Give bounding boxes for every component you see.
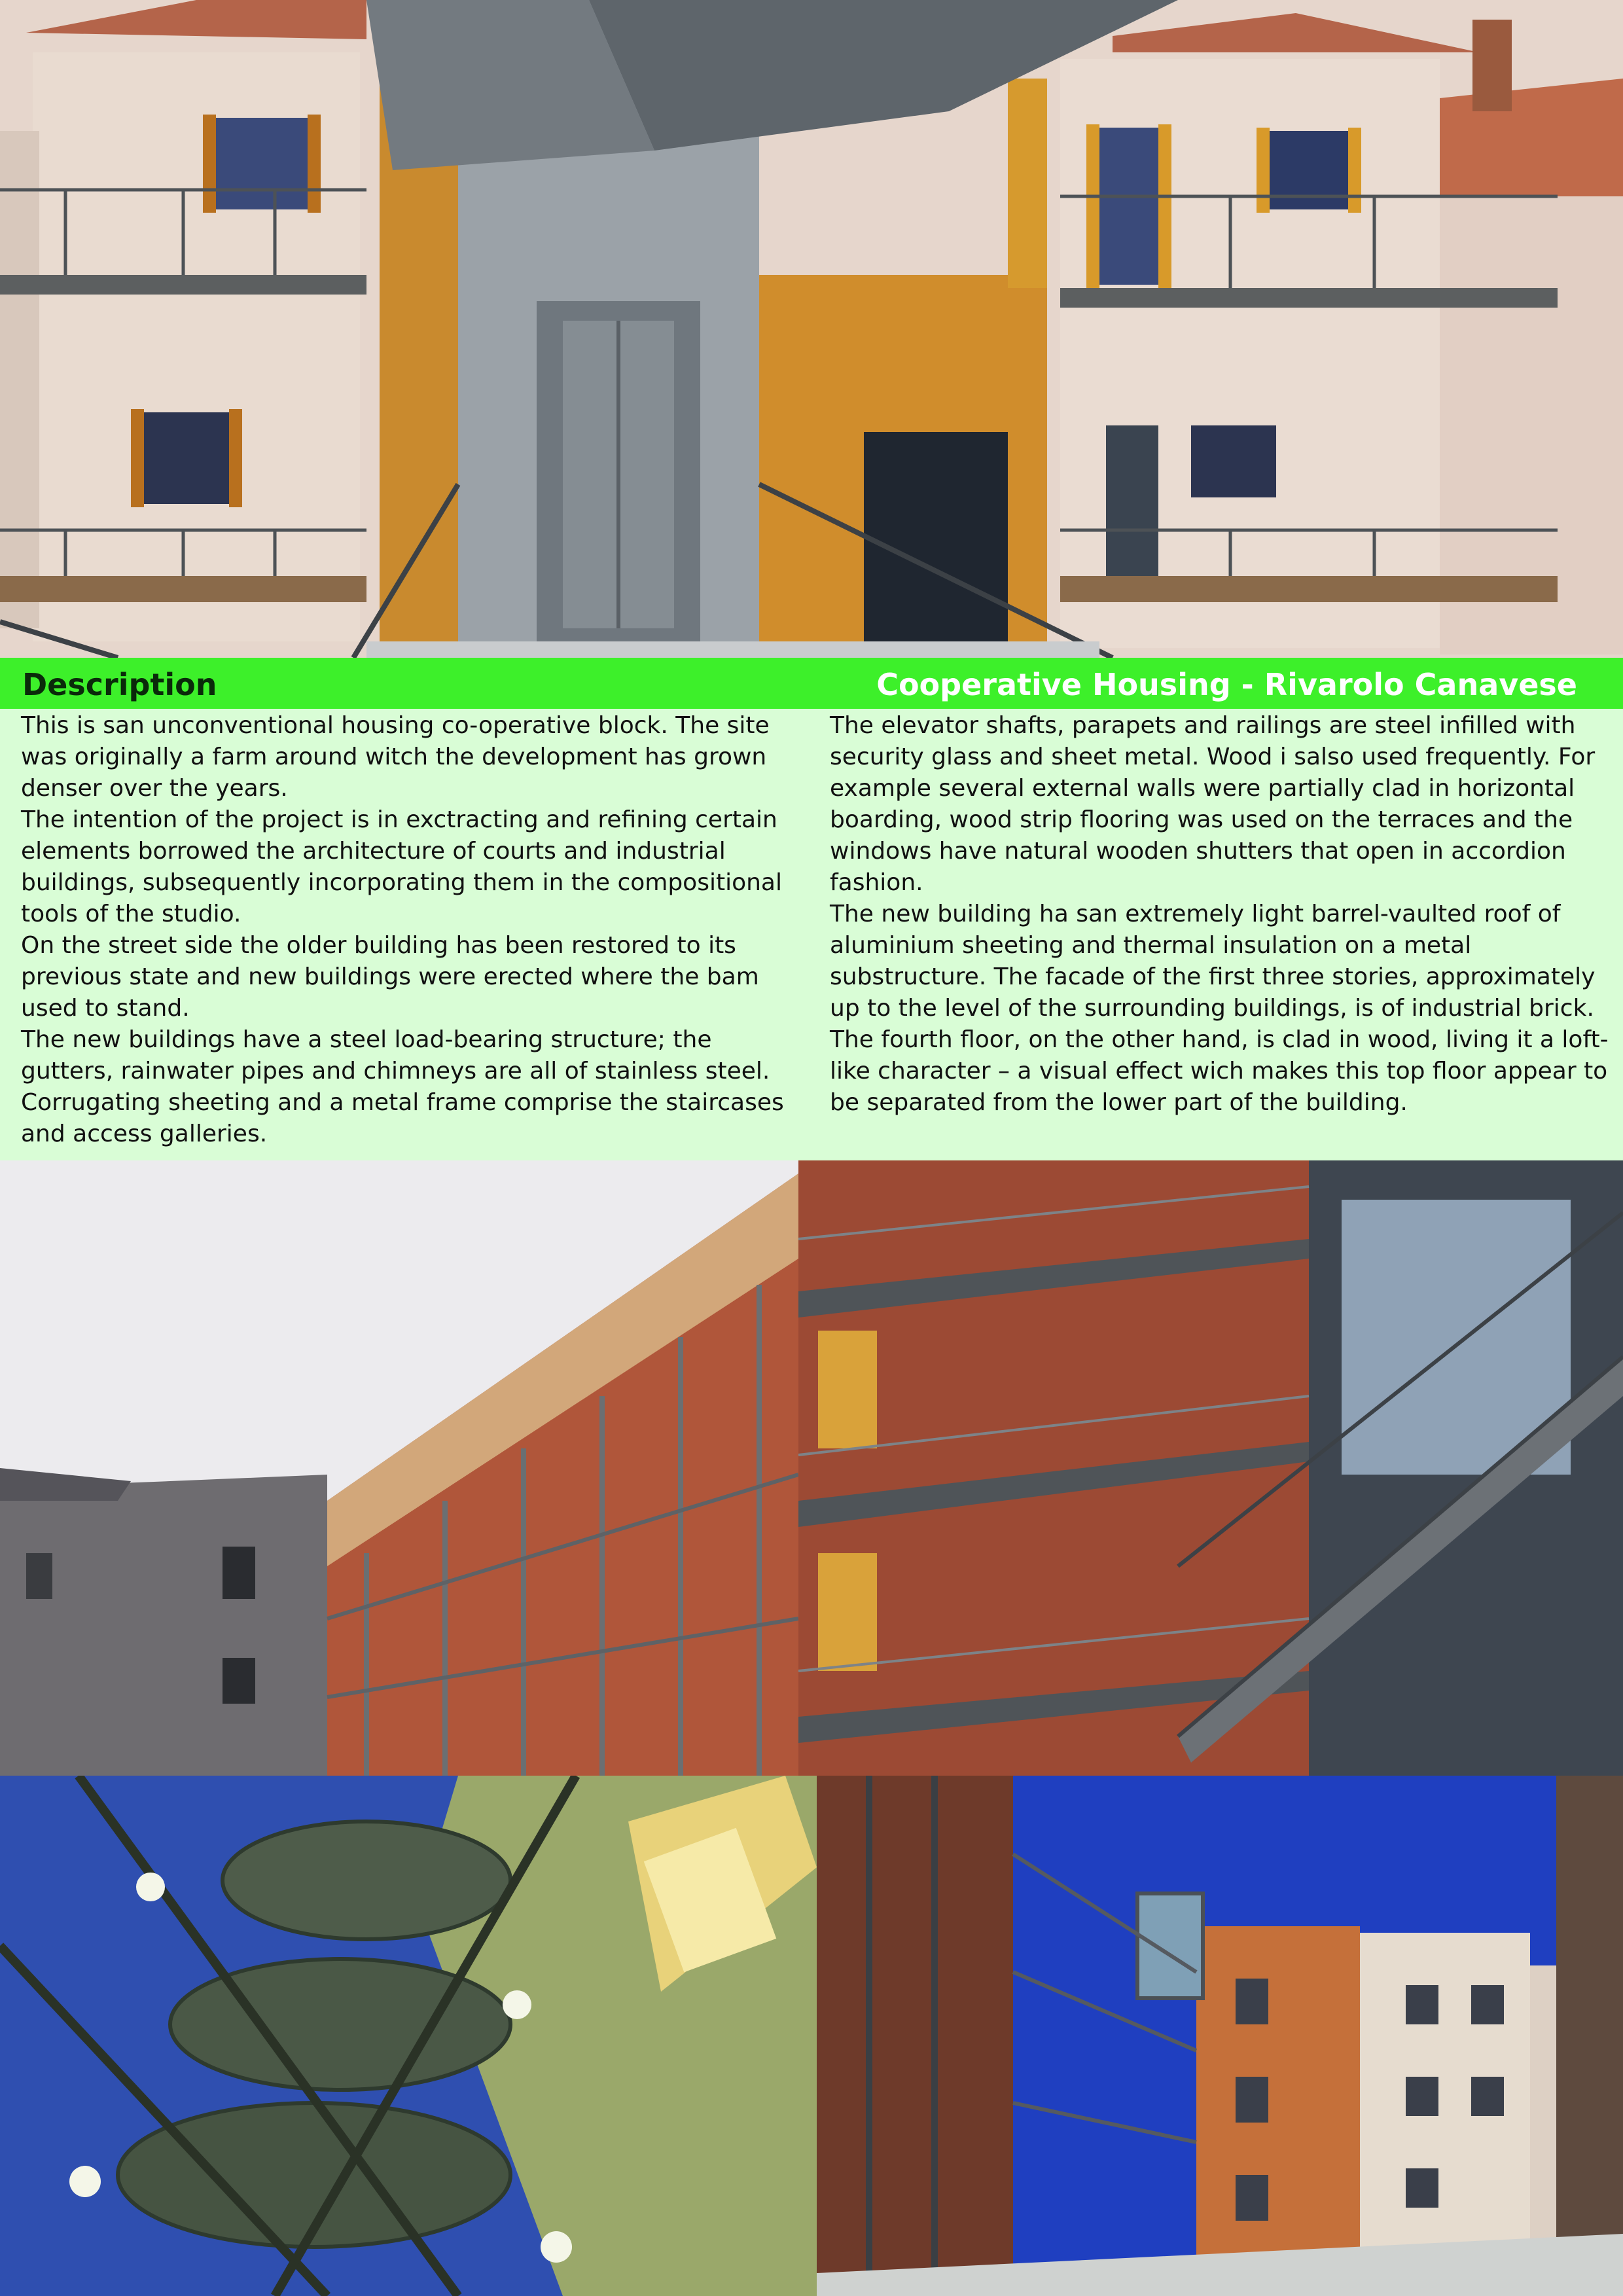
description-right-column [830,710,1615,1119]
photo-courtyard-facade [0,0,1623,658]
photo-brick-building-stairs [0,1160,1623,1776]
photo-spiral-stairs-night [0,1776,817,2296]
paragraph: The new building ha san extremely light barrel-vaulted roof of aluminium sheeting and thermal insulation on a metal substructure. The facade of the first three stories, approximately up to the level of the surrounding buildings, is of industrial brick. The fourth floor, on the other hand, is clad in wood, living it a loft-like character – a visual effect wich makes this top floor appear to be separated from the lower part of the building. [830,901,1609,1116]
project-title: Cooperative Housing - Rivarolo Canavese [876,667,1577,702]
description-heading: Description [22,667,217,702]
photo-courtyard-daylight [817,1776,1623,2296]
paragraph: The elevator shafts, parapets and railings are steel infilled with security glass and sheet metal. Wood i salso used frequently. For example several external walls were partially clad in horizontal boarding, wood strip flooring was used on the terraces and the windows have natural wooden shutters that open in accordion fashion. [830,712,1596,896]
description-left-column [21,710,806,1150]
paragraph: The new buildings have a steel load-bearing structure; the gutters, rainwater pipes and chimneys are all of stainless steel. Corrugating sheeting and a metal frame comprise the staircases and access galleries. [21,1026,784,1147]
paragraph: On the street side the older building has been restored to its previous state and new buildings were erected where the bam used to stand. [21,932,759,1022]
paragraph: This is san unconventional housing co-operative block. The site was originally a farm around witch the development has grown denser over the years. [21,712,770,802]
paragraph: The intention of the project is in exctracting and refining certain elements borrowed the architecture of courts and industrial buildings, subsequently incorporating them in the compositional tools of the studio. [21,806,782,927]
